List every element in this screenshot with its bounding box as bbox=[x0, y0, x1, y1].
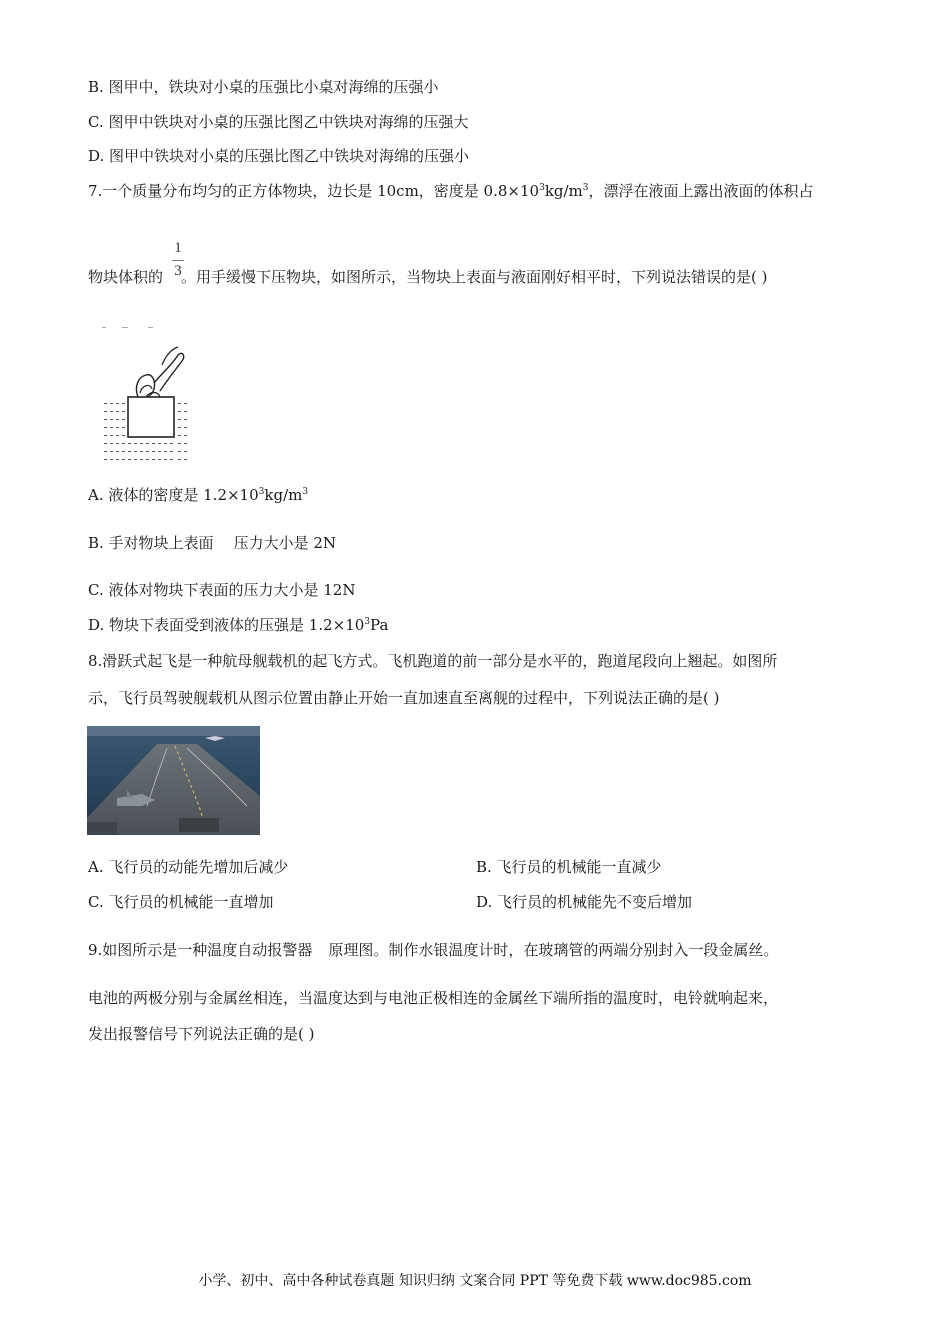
q8-stem-line-1: 8.滑跃式起飞是一种航母舰载机的起飞方式。飞机跑道的前一部分是水平的，跑道尾段向上翘起。如图所 bbox=[88, 652, 778, 670]
q8-option-c: C. 飞行员的机械能一直增加 bbox=[88, 893, 274, 911]
q7-option-b: B. 手对物块上表面 压力大小是 2N bbox=[88, 534, 336, 552]
q8-stem-line-2: 示，飞行员驾驶舰载机从图示位置由静止开始一直加速直至离舰的过程中，下列说法正确的是( ) bbox=[88, 689, 720, 707]
fraction-denominator: 3 bbox=[174, 263, 182, 279]
block-in-liquid-figure bbox=[100, 325, 190, 465]
aircraft-carrier-photo bbox=[87, 726, 260, 835]
q6-option-b: B. 图甲中，铁块对小桌的压强比小桌对海绵的压强小 bbox=[88, 78, 439, 96]
q7-stem-line-2: 物块体积的 。用手缓慢下压物块，如图所示，当物块上表面与液面刚好相平时，下列说法错误的是( ) bbox=[88, 268, 768, 286]
q9-stem-line-1: 9.如图所示是一种温度自动报警器 原理图。制作水银温度计时，在玻璃管的两端分别封入一段金属丝。 bbox=[88, 941, 779, 959]
q9-stem-line-2: 电池的两极分别与金属丝相连，当温度达到与电池正极相连的金属丝下端所指的温度时，电铃就响起来， bbox=[88, 989, 779, 1007]
q7-stem-line-1: 7.一个质量分布均匀的正方体物块，边长是 10cm，密度是 $0.8\times 10^3kg/m^3$，漂浮在液面上露出液面的体积占 bbox=[88, 182, 814, 200]
q9-stem-line-3: 发出报警信号下列说法正确的是( ) bbox=[88, 1025, 315, 1043]
page-footer: 小学、初中、高中各种试卷真题 知识归纳 文案合同 PPT 等免费下载 www.doc985.com bbox=[198, 1273, 752, 1289]
q7-option-d: D. 物块下表面受到液体的压强是 $1.2\times 10^3Pa$ bbox=[88, 616, 389, 634]
q7-option-c: C. 液体对物块下表面的压力大小是 12N bbox=[88, 581, 356, 599]
q8-option-a: A. 飞行员的动能先增加后减少 bbox=[88, 858, 289, 876]
fraction-numerator: 1 bbox=[174, 240, 182, 256]
q7-option-a: A. 液体的密度是 $1.2\times 10^3kg/m^3$ bbox=[88, 486, 309, 504]
q6-option-d: D. 图甲中铁块对小桌的压强比图乙中铁块对海绵的压强小 bbox=[88, 147, 470, 165]
q6-option-c: C. 图甲中铁块对小桌的压强比图乙中铁块对海绵的压强大 bbox=[88, 113, 469, 131]
q8-option-d: D. 飞行员的机械能先不变后增加 bbox=[476, 893, 693, 911]
q8-option-b: B. 飞行员的机械能一直减少 bbox=[476, 858, 662, 876]
